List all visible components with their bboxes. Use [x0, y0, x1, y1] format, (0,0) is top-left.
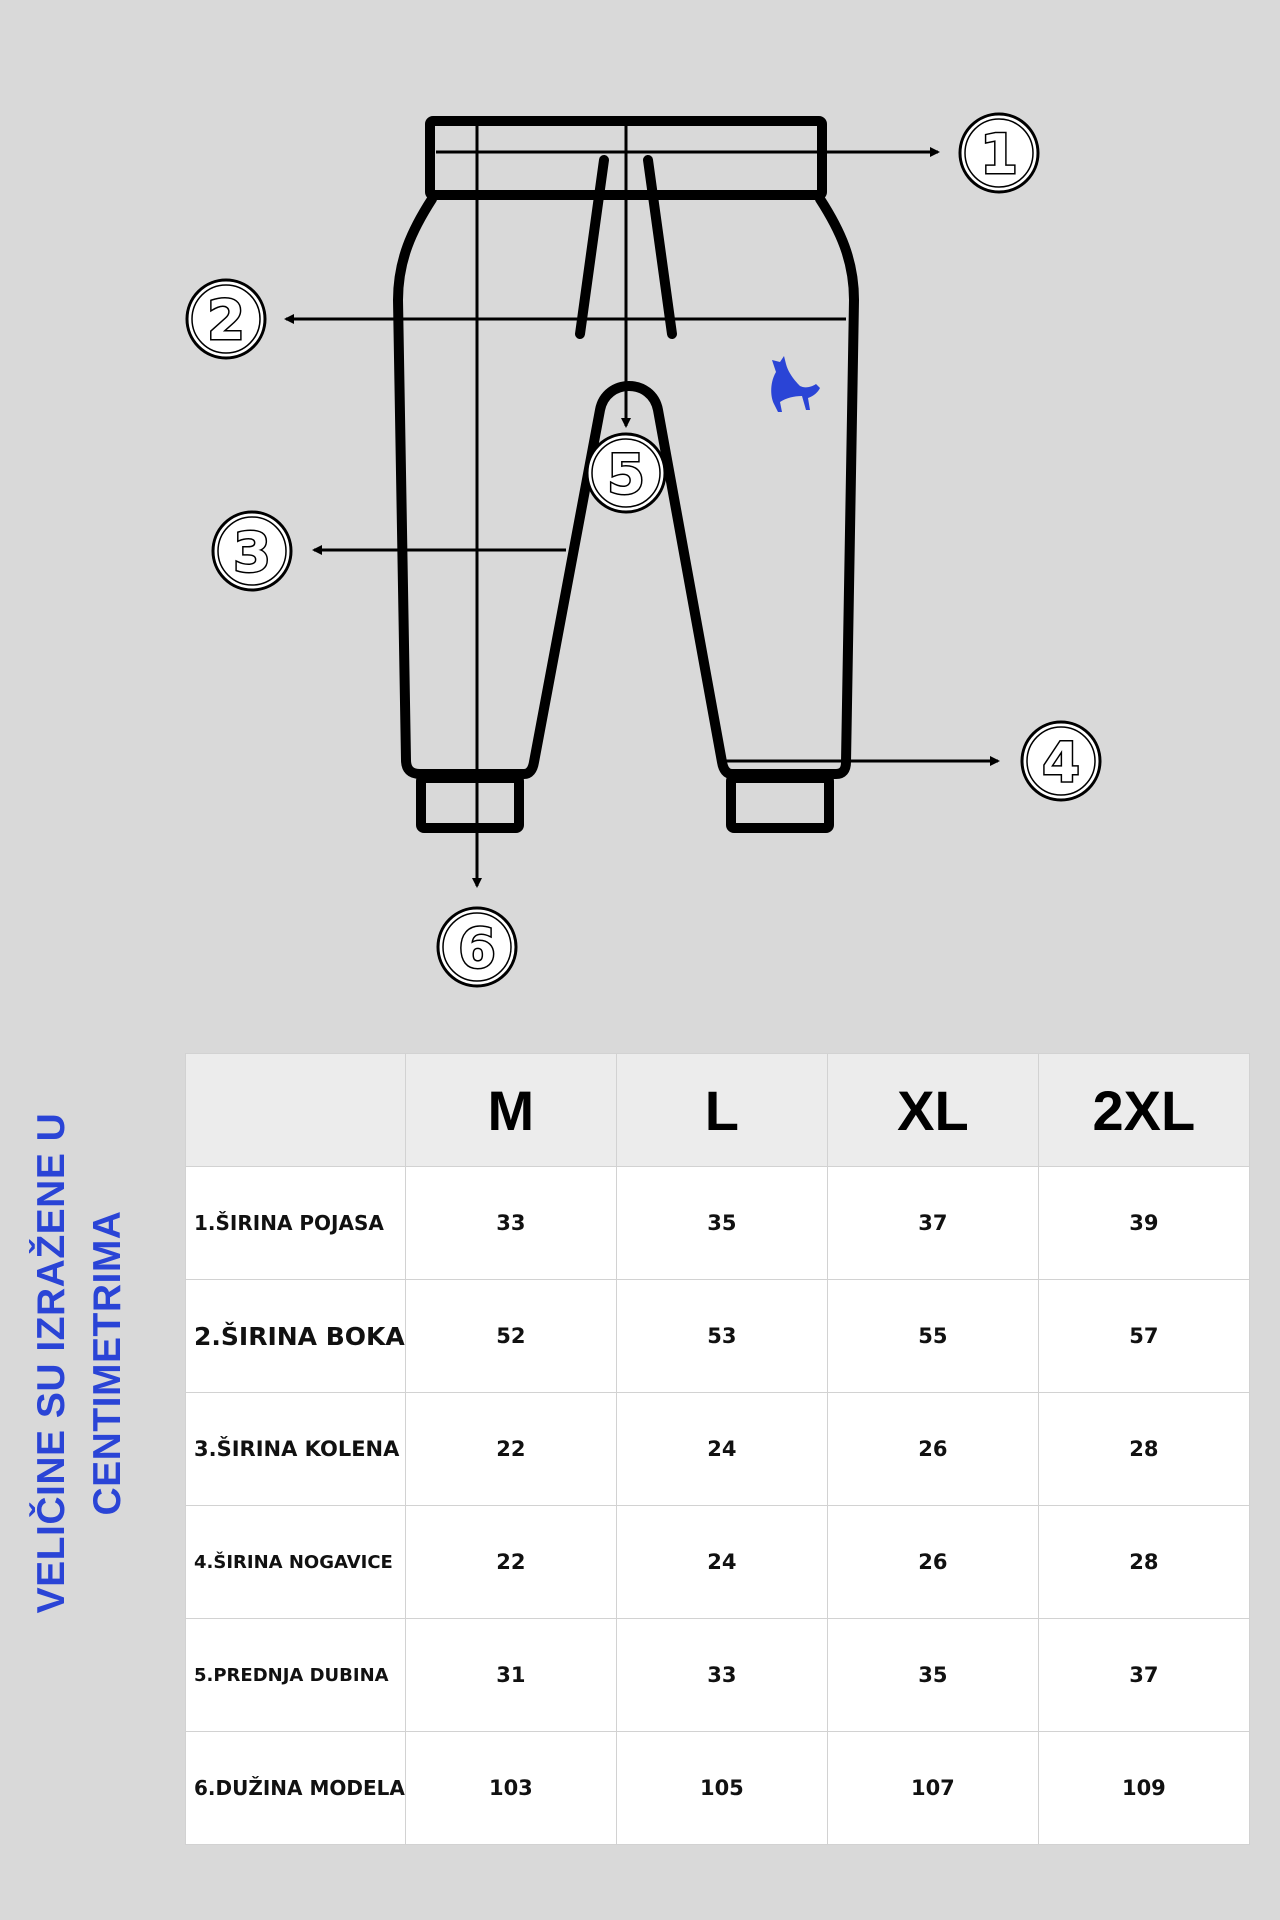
cell-value: 57 [1038, 1280, 1249, 1393]
cell-value: 26 [827, 1393, 1038, 1506]
header-empty [186, 1054, 406, 1167]
cell-value: 35 [616, 1167, 827, 1280]
badge-4-label: 4 [1042, 731, 1080, 794]
size-header-row [186, 1054, 1250, 1167]
drawstring-right [648, 160, 672, 334]
row-label: 6.DUŽINA MODELA [186, 1732, 406, 1845]
cell-value: 31 [405, 1619, 616, 1732]
badge-6 [438, 908, 516, 986]
cell-value: 52 [405, 1280, 616, 1393]
cell-value: 107 [827, 1732, 1038, 1845]
table-row [186, 1506, 1250, 1619]
cell-value: 53 [616, 1280, 827, 1393]
cell-value: 33 [616, 1619, 827, 1732]
row-label: 5.PREDNJA DUBINA [186, 1619, 406, 1732]
cell-value: 105 [616, 1732, 827, 1845]
cell-value: 109 [1038, 1732, 1249, 1845]
badge-2-label: 2 [207, 289, 245, 352]
header-size-xl: XL [827, 1054, 1038, 1167]
cell-value: 103 [405, 1732, 616, 1845]
badge-5 [587, 434, 665, 512]
badge-3 [213, 512, 291, 590]
header-size-m: M [405, 1054, 616, 1167]
table-row [186, 1167, 1250, 1280]
badge-1 [960, 114, 1038, 192]
cell-value: 35 [827, 1619, 1038, 1732]
row-label: 4.ŠIRINA NOGAVICE [186, 1506, 406, 1619]
row-label: 1.ŠIRINA POJASA [186, 1167, 406, 1280]
header-size-l: L [616, 1054, 827, 1167]
table-row [186, 1393, 1250, 1506]
row-label: 2.ŠIRINA BOKA [186, 1280, 406, 1393]
badge-3-label: 3 [233, 521, 271, 584]
badge-6-label: 6 [458, 917, 496, 980]
cell-value: 55 [827, 1280, 1038, 1393]
units-caption-line-1: VELIČINE SU IZRAŽENE U [30, 1112, 73, 1614]
cell-value: 26 [827, 1506, 1038, 1619]
table-row [186, 1732, 1250, 1845]
cell-value: 28 [1038, 1506, 1249, 1619]
table-row [186, 1619, 1250, 1732]
cell-value: 37 [1038, 1619, 1249, 1732]
left-cuff [421, 778, 519, 828]
badge-2 [187, 280, 265, 358]
badge-1-label: 1 [980, 123, 1018, 186]
cell-value: 24 [616, 1393, 827, 1506]
size-table [185, 1053, 1250, 1845]
cell-value: 22 [405, 1506, 616, 1619]
cell-value: 33 [405, 1167, 616, 1280]
badge-4 [1022, 722, 1100, 800]
cell-value: 24 [616, 1506, 827, 1619]
right-cuff [731, 778, 829, 828]
row-label: 3.ŠIRINA KOLENA [186, 1393, 406, 1506]
wolf-icon [771, 356, 820, 412]
drawstring-left [580, 160, 604, 334]
units-caption [0, 1053, 160, 1673]
units-caption-line-2: CENTIMETRIMA [86, 1210, 129, 1516]
header-size-2xl: 2XL [1038, 1054, 1249, 1167]
cell-value: 22 [405, 1393, 616, 1506]
badge-5-label: 5 [607, 443, 645, 506]
table-row [186, 1280, 1250, 1393]
cell-value: 37 [827, 1167, 1038, 1280]
cell-value: 28 [1038, 1393, 1249, 1506]
cell-value: 39 [1038, 1167, 1249, 1280]
